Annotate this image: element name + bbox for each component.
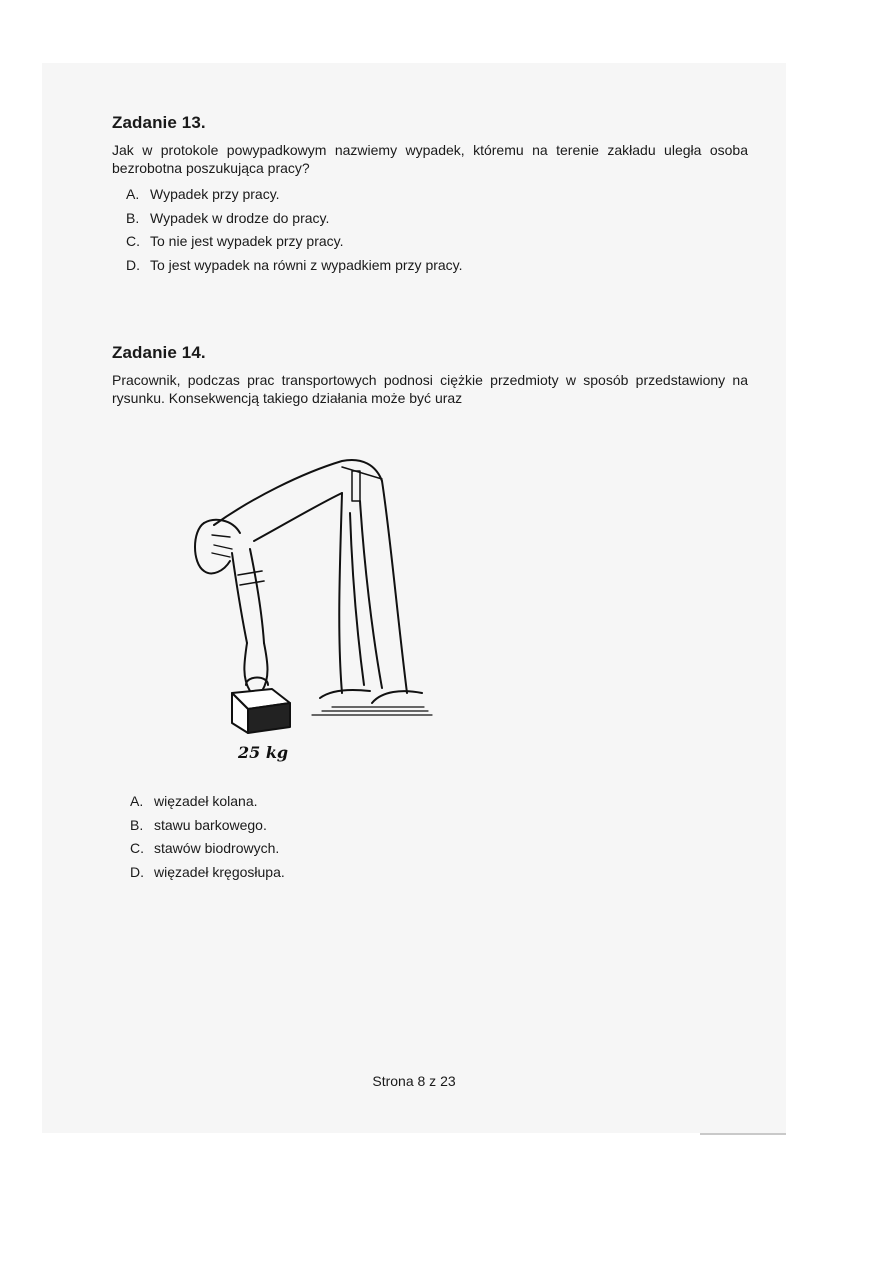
task-14-answers — [130, 790, 285, 884]
task-14-question: Pracownik, podczas prac transportowych podnosi ciężkie przedmioty w sposób przedstawiony na rysunku. Konsekwencją takiego działania może być uraz — [112, 372, 748, 406]
answer-a: A. Wypadek przy pracy. — [126, 186, 280, 202]
scan-edge-line — [700, 1133, 786, 1135]
weight-label: 25 kg — [238, 743, 289, 762]
answer-d: D. To jest wypadek na równi z wypadkiem przy pracy. — [126, 256, 463, 273]
task-13 — [112, 113, 748, 277]
task-13-question: Jak w protokole powypadkowym nazwiemy wypadek, któremu na terenie zakładu uległa osoba bezrobotna poszukująca pracy? — [112, 142, 748, 176]
lifting-illustration — [192, 453, 442, 763]
page-number: Strona 8 z 23 — [372, 1073, 456, 1089]
answer-a: A. więzadeł kolana. — [130, 793, 258, 809]
answer-b: B. Wypadek w drodze do pracy. — [126, 209, 330, 226]
task-14 — [112, 343, 748, 407]
task-14-title: Zadanie 14. — [112, 343, 206, 362]
task-13-title: Zadanie 13. — [112, 113, 206, 132]
answer-c: C. To nie jest wypadek przy pracy. — [126, 233, 344, 249]
answer-d: D. więzadeł kręgosłupa. — [130, 863, 285, 880]
answer-b: B. stawu barkowego. — [130, 816, 267, 833]
scanned-page — [42, 63, 786, 1133]
task-13-answers — [126, 183, 748, 277]
answer-c: C. stawów biodrowych. — [130, 840, 280, 856]
